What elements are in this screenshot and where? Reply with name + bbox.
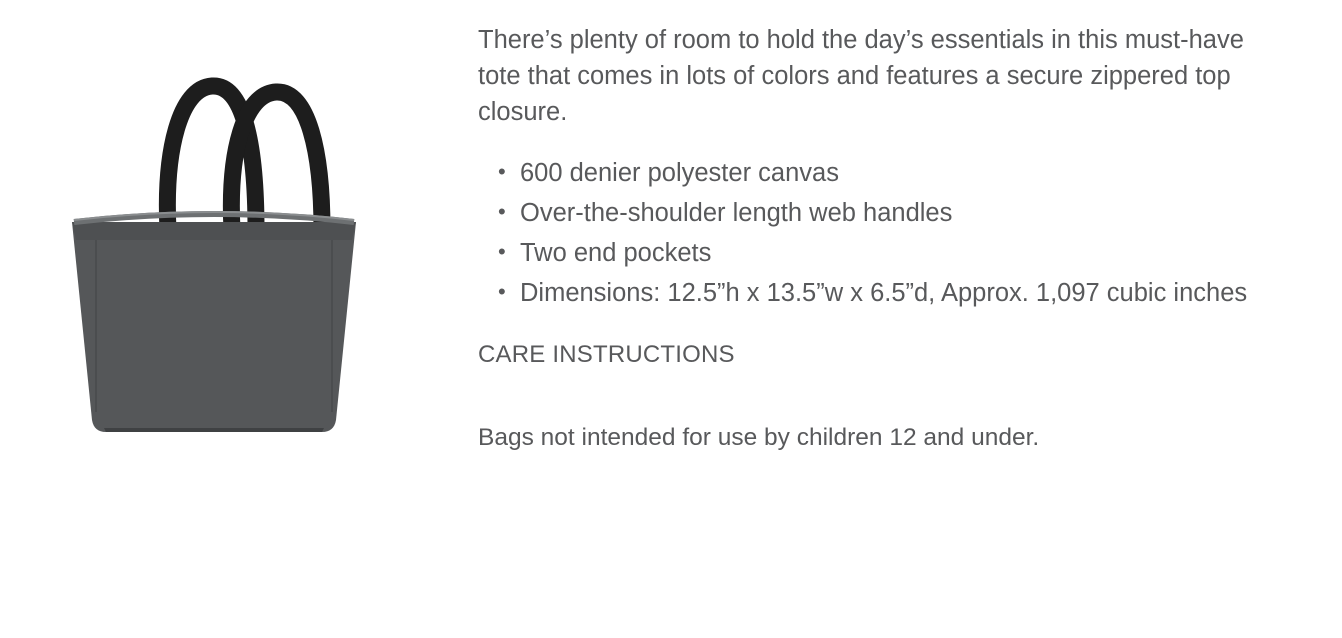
product-intro-paragraph: There’s plenty of room to hold the day’s essentials in this must-have tote that comes in lots of colors and features a secure zippered top closure. [478, 26, 1244, 127]
list-item: • 600 denier polyester canvas [520, 153, 1252, 193]
tote-bag-illustration [60, 40, 380, 440]
list-item: • Over-the-shoulder length web handles [520, 193, 1252, 233]
bag-body-group [72, 212, 356, 432]
product-image-column [0, 0, 478, 638]
list-item: • Dimensions: 12.5”h x 13.5”w x 6.5”d, Approx. 1,097 cubic inches [520, 273, 1252, 313]
list-item: • Two end pockets [520, 233, 1252, 273]
product-description-column [478, 0, 1342, 454]
care-instructions-heading: CARE INSTRUCTIONS [478, 340, 735, 368]
bag-handle-group [167, 86, 322, 230]
tote-bag-image [60, 40, 380, 440]
age-warning-note: Bags not intended for use by children 12 and under. [478, 423, 1040, 451]
product-feature-list [478, 153, 1252, 313]
